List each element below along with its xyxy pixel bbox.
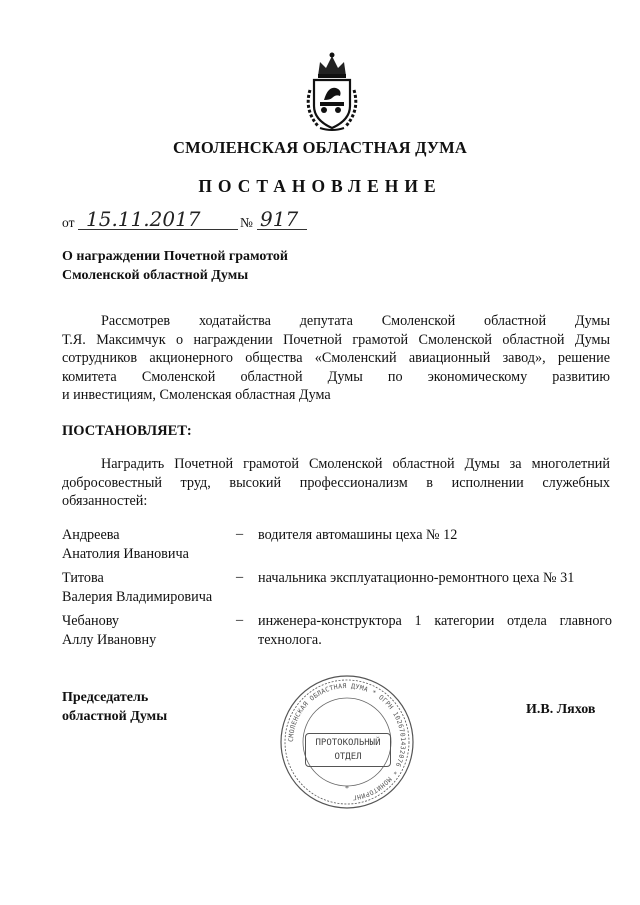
subject-heading <box>62 247 288 285</box>
awardee-surname: Андреева <box>62 527 120 543</box>
subject-line: О награждении Почетной грамотой <box>62 249 288 264</box>
awardee-name-block <box>62 526 189 563</box>
stamp-center-line: ПРОТОКОЛЬНЫЙ <box>315 738 381 748</box>
awardee-given-names: Валерия Владимировича <box>62 588 213 605</box>
stamp-center-box <box>305 733 391 767</box>
award-paragraph <box>62 455 610 511</box>
awardee-surname: Чебанову <box>62 613 120 629</box>
awardee-given-names: Аллу Ивановну <box>62 631 157 648</box>
signatory-name: И.В. Ляхов <box>526 702 596 717</box>
subject-line: Смоленской областной Думы <box>62 268 249 283</box>
date-number-line <box>62 205 362 231</box>
list-dash: – <box>236 569 244 585</box>
document-type-heading: ПОСТАНОВЛЕНИЕ <box>198 176 442 196</box>
preamble-line: и инвестициям, Смоленская областная Дума <box>62 387 331 403</box>
number-prefix: № <box>240 215 253 230</box>
list-dash: – <box>236 526 244 542</box>
awardee-position: начальника эксплуатационно-ремонтного цеха № 31 <box>258 570 575 586</box>
stamp-ring-text: СМОЛЕНСКАЯ ОБЛАСТНАЯ ДУМА * ОГРН 1026701432076 * МОНИТОРИНГ <box>286 681 408 802</box>
awardee-position: инженера-конструктора 1 категории отдела главного технолога. <box>258 613 612 648</box>
awardee-surname: Титова <box>62 570 104 586</box>
coat-of-arms-emblem <box>300 50 364 132</box>
list-dash: – <box>236 612 244 628</box>
awardee-given-names: Анатолия Ивановича <box>62 545 189 562</box>
stamp-center-line: ОТДЕЛ <box>334 752 362 762</box>
awardee-position: водителя автомашины цеха № 12 <box>258 527 458 543</box>
awardee-name-block <box>62 569 212 606</box>
svg-text:*: * <box>345 784 349 793</box>
date-prefix: от <box>62 215 75 230</box>
preamble-line: сотрудников акционерного общества «Смоленский авиационный завод», решение <box>62 350 610 366</box>
preamble-line: Т.Я. Максимчук о награждении Почетной грамотой Смоленской областной Думы <box>62 331 610 348</box>
preamble-line: комитета Смоленской областной Думы по экономическому развитию <box>62 368 610 385</box>
preamble-paragraph <box>62 312 610 405</box>
award-line: добросовестный труд, высокий профессионализм в исполнении служебных <box>62 474 610 491</box>
signatory-title: Председатель областной Думы <box>62 690 168 724</box>
handwritten-number: 917 <box>260 207 299 231</box>
organization-title: СМОЛЕНСКАЯ ОБЛАСТНАЯ ДУМА <box>172 138 468 157</box>
awardee-name-block <box>62 612 156 649</box>
award-line: Наградить Почетной грамотой Смоленской областной Думы за многолетний <box>101 456 610 472</box>
award-line: обязанностей: <box>62 493 148 509</box>
decree-word: ПОСТАНОВЛЯЕТ: <box>62 423 192 439</box>
handwritten-date: 15.11.2017 <box>86 207 201 231</box>
preamble-line: Рассмотрев ходатайства депутата Смоленской областной Думы <box>101 313 610 329</box>
